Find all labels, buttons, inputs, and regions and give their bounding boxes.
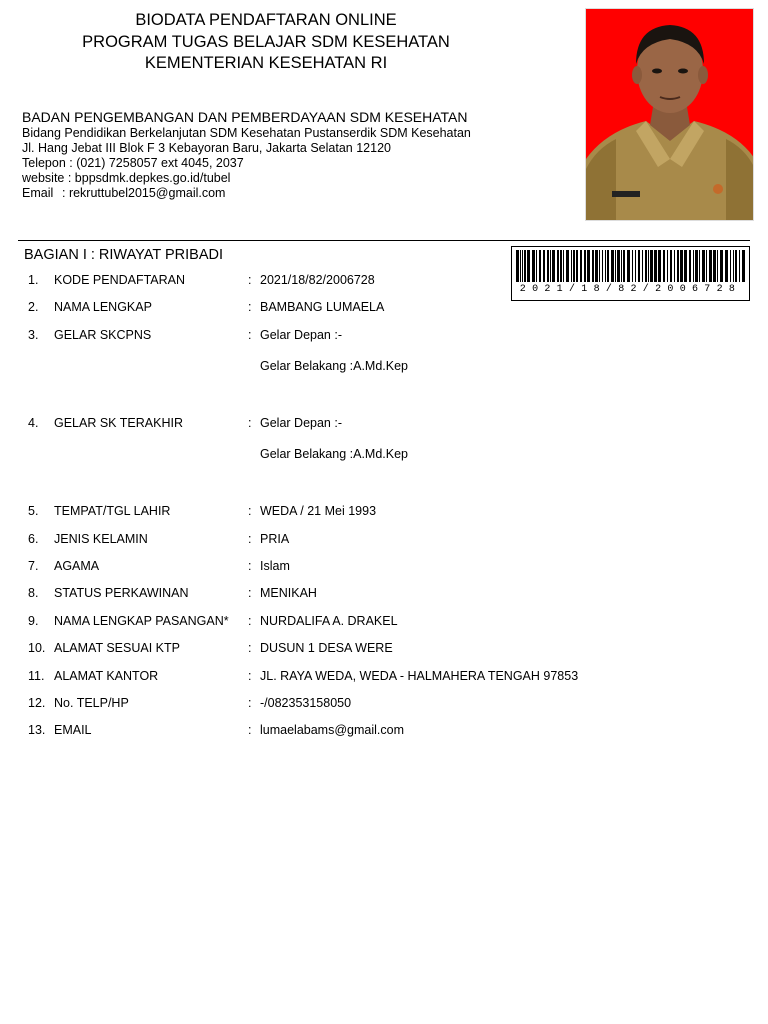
field-label: TEMPAT/TGL LAHIR: [54, 504, 171, 518]
organization-phone: Telepon : (021) 7258057 ext 4045, 2037: [22, 156, 244, 170]
field-number: 2.: [28, 300, 39, 314]
field-row: [0, 559, 768, 574]
header-divider: [18, 240, 750, 241]
field-value: -/082353158050: [260, 696, 352, 710]
field-number: 7.: [28, 559, 39, 573]
field-value: 2021/18/82/2006728: [260, 273, 375, 287]
field-value: JL. RAYA WEDA, WEDA - HALMAHERA TENGAH 97853: [260, 669, 579, 683]
field-colon: :: [248, 723, 252, 737]
field-colon: :: [248, 559, 252, 573]
field-colon: :: [248, 614, 252, 628]
field-number: 8.: [28, 586, 39, 600]
field-colon: :: [248, 641, 252, 655]
applicant-photo: [585, 8, 754, 221]
field-row: [0, 328, 768, 343]
field-label: EMAIL: [54, 723, 92, 737]
organization-website: website : bppsdmk.depkes.go.id/tubel: [22, 171, 231, 185]
field-label: GELAR SKCPNS: [54, 328, 152, 342]
field-number: 1.: [28, 273, 39, 287]
field-label: KODE PENDAFTARAN: [54, 273, 186, 287]
field-colon: :: [248, 669, 252, 683]
field-number: 4.: [28, 416, 39, 430]
field-label: NAMA LENGKAP PASANGAN*: [54, 614, 229, 628]
field-number: 6.: [28, 532, 39, 546]
field-value: NURDALIFA A. DRAKEL: [260, 614, 398, 628]
document-title-line-1: BIODATA PENDAFTARAN ONLINE: [135, 11, 397, 29]
organization-name: BADAN PENGEMBANGAN DAN PEMBERDAYAAN SDM KESEHATAN: [22, 109, 468, 125]
field-row: [0, 416, 768, 431]
organization-block: [22, 109, 582, 201]
field-value: Islam: [260, 559, 290, 573]
field-value: BAMBANG LUMAELA: [260, 300, 385, 314]
field-colon: :: [248, 504, 252, 518]
field-value: lumaelabams@gmail.com: [260, 723, 404, 737]
field-row: [0, 300, 768, 315]
barcode-text: 2021/18/82/2006728: [519, 284, 742, 295]
field-number: 10.: [28, 641, 46, 655]
field-colon: :: [248, 273, 252, 287]
field-row: [0, 669, 768, 684]
field-row: [0, 614, 768, 629]
field-value: PRIA: [260, 532, 290, 546]
field-colon: :: [248, 416, 252, 430]
person-portrait-icon: [586, 9, 754, 221]
field-label: JENIS KELAMIN: [54, 532, 148, 546]
organization-division: Bidang Pendidikan Berkelanjutan SDM Kesehatan Pustanserdik SDM Kesehatan: [22, 126, 471, 140]
field-label: No. TELP/HP: [54, 696, 129, 710]
field-row-continuation: [0, 359, 768, 374]
field-value: DUSUN 1 DESA WERE: [260, 641, 393, 655]
field-row: [0, 532, 768, 547]
field-value: Gelar Belakang :A.Md.Kep: [260, 359, 408, 373]
field-number: 11.: [28, 669, 45, 683]
field-row: [0, 504, 768, 519]
field-row-continuation: [0, 447, 768, 462]
document-title-line-3: KEMENTERIAN KESEHATAN RI: [144, 54, 388, 72]
organization-email: [22, 186, 582, 201]
field-number: 9.: [28, 614, 39, 628]
field-number: 5.: [28, 504, 39, 518]
field-value: WEDA / 21 Mei 1993: [260, 504, 377, 518]
field-colon: :: [248, 696, 252, 710]
field-label: GELAR SK TERAKHIR: [54, 416, 183, 430]
document-title-line-2: PROGRAM TUGAS BELAJAR SDM KESEHATAN: [82, 33, 450, 51]
field-colon: :: [248, 328, 252, 342]
organization-email-value: : rekruttubel2015@gmail.com: [62, 186, 226, 200]
field-row: [0, 723, 768, 738]
field-colon: :: [248, 586, 252, 600]
field-value: Gelar Belakang :A.Md.Kep: [260, 447, 408, 461]
field-value: MENIKAH: [260, 586, 317, 600]
field-number: 13.: [28, 723, 46, 737]
field-number: 3.: [28, 328, 39, 342]
field-label: ALAMAT KANTOR: [54, 669, 159, 683]
field-row: [0, 696, 768, 711]
field-value: Gelar Depan :-: [260, 416, 342, 430]
field-label: NAMA LENGKAP: [54, 300, 152, 314]
field-colon: :: [248, 532, 252, 546]
field-row: [0, 641, 768, 656]
field-row: [0, 586, 768, 601]
field-number: 12.: [28, 696, 46, 710]
field-label: ALAMAT SESUAI KTP: [54, 641, 180, 655]
field-row: [0, 273, 768, 288]
field-value: Gelar Depan :-: [260, 328, 342, 342]
organization-address: Jl. Hang Jebat III Blok F 3 Kebayoran Baru, Jakarta Selatan 12120: [22, 141, 391, 155]
field-label: STATUS PERKAWINAN: [54, 586, 189, 600]
section-title: BAGIAN I : RIWAYAT PRIBADI: [24, 247, 224, 263]
field-label: AGAMA: [54, 559, 100, 573]
field-colon: :: [248, 300, 252, 314]
organization-email-label: Email: [22, 186, 54, 200]
